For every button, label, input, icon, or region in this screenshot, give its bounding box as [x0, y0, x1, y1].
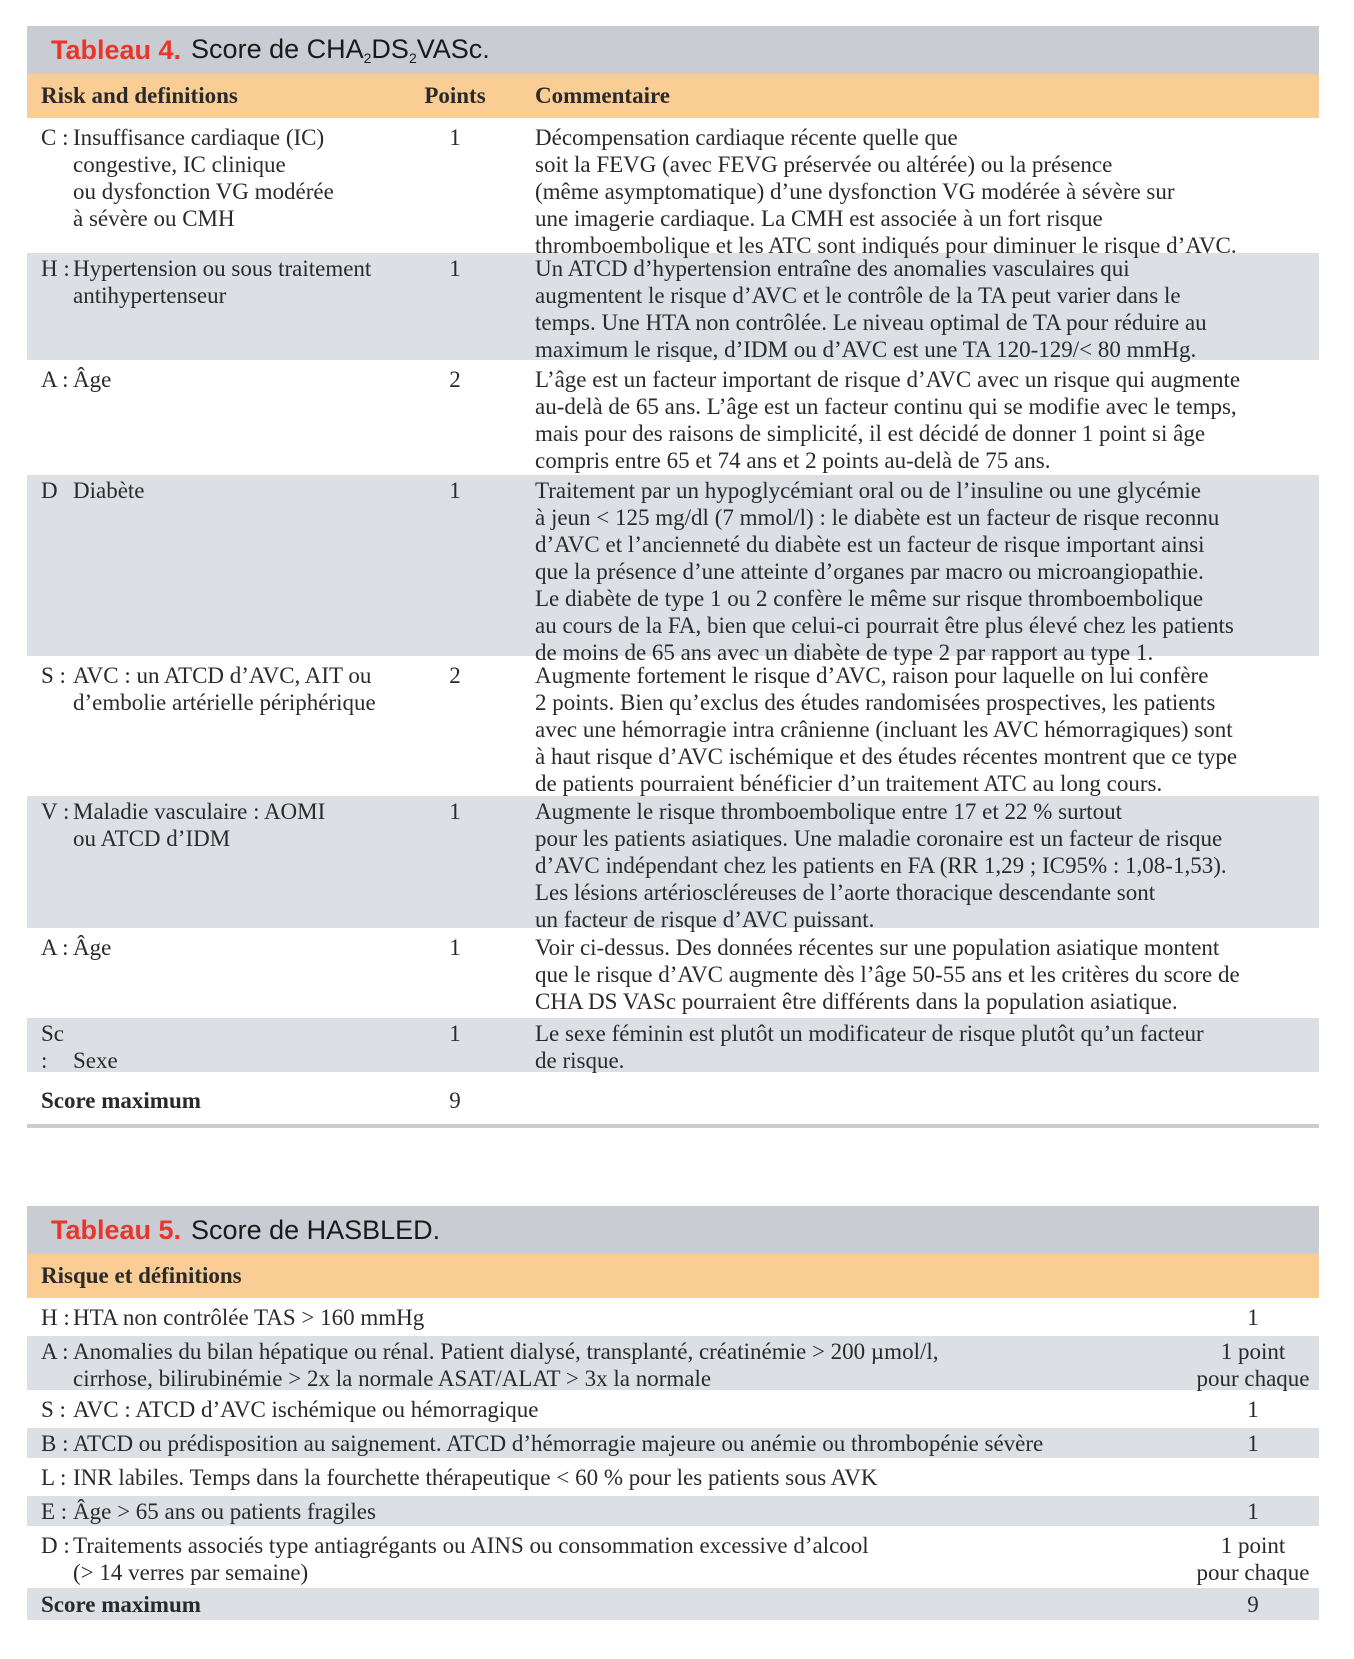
comment-line: pour les patients asiatiques. Une maladie coronaire est un facteur de risque	[535, 826, 1223, 851]
risk-text: Maladie vasculaire : AOMI	[73, 799, 326, 824]
risk-text: HTA non contrôlée TAS > 160 mmHg	[73, 1305, 425, 1330]
comment-line: Le diabète de type 1 ou 2 confère le même sur risque thromboembolique	[535, 586, 1204, 611]
risk-code: H :	[41, 256, 70, 281]
table-row	[27, 1424, 1319, 1458]
table-row	[27, 249, 1319, 360]
comment-cell	[490, 798, 1319, 932]
comment-line: Un ATCD d’hypertension entraîne des anomalies vasculaires qui	[535, 256, 1130, 281]
comment-line: L’âge est un facteur important de risque d’AVC avec un risque qui augmente	[535, 367, 1241, 392]
table-row	[27, 1332, 1319, 1390]
risk-text: d’embolie artérielle périphérique	[73, 690, 376, 715]
total-label: Score maximum	[41, 1087, 201, 1113]
table-5	[27, 1206, 1319, 1620]
header-points: Points	[424, 83, 486, 108]
table-row	[27, 1458, 1319, 1492]
risk-cell	[27, 1498, 1187, 1526]
risk-text: Âge > 65 ans ou patients fragiles	[73, 1499, 376, 1524]
comment-line: Voir ci-dessus. Des données récentes sur une population asiatique montent	[535, 935, 1220, 960]
comment-line: 2 points. Bien qu’exclus des études randomisées prospectives, les patients	[535, 690, 1216, 715]
risk-code: S :	[41, 663, 66, 688]
points-cell: 1	[449, 256, 461, 281]
comment-line: à haut risque d’AVC ischémique et des études récentes montrent que ce type	[535, 744, 1238, 769]
points-cell	[1187, 1464, 1319, 1492]
comment-cell	[490, 124, 1319, 258]
table-row	[27, 471, 1319, 665]
comment-line: Les lésions artérioscléreuses de l’aorte thoracique descendante sont	[535, 880, 1156, 905]
points-cell	[1187, 1304, 1319, 1332]
header-risque: Risque et définitions	[41, 1263, 242, 1288]
risk-code: H :	[41, 1305, 70, 1330]
comment-line: avec une hémorragie intra crânienne (incluant les AVC hémorragiques) sont	[535, 717, 1233, 742]
comment-line: que le risque d’AVC augmente dès l’âge 50-55 ans et les critères du score de	[535, 962, 1240, 987]
comment-line: compris entre 65 et 74 ans et 2 points au-delà de 75 ans.	[535, 448, 1051, 473]
total-points: 9	[1247, 1591, 1259, 1617]
risk-text: ou dysfonction VG modérée	[73, 179, 334, 204]
risk-text: congestive, IC clinique	[73, 152, 286, 177]
comment-line: augmentent le risque d’AVC et le contrôle de la TA peut varier dans le	[535, 283, 1181, 308]
table-5-total-row	[27, 1584, 1319, 1620]
risk-text: ATCD ou prédisposition au saignement. ATCD d’hémorragie majeure ou anémie ou thrombopénie sévère	[73, 1431, 1044, 1456]
risk-cell	[27, 1020, 420, 1072]
table-4-body	[27, 118, 1319, 1072]
comment-cell	[490, 1020, 1319, 1072]
risk-code: D :	[41, 1533, 70, 1558]
points-cell: 1	[449, 125, 461, 150]
points-cell: 1	[449, 478, 461, 503]
risk-text: Diabète	[73, 478, 145, 503]
table-row	[27, 792, 1319, 932]
comment-line: maximum le risque, d’IDM ou d’AVC est une TA 120-129/< 80 mmHg.	[535, 337, 1197, 362]
points-text: 1 point	[1220, 1339, 1286, 1364]
points-text: 1	[1247, 1499, 1259, 1524]
risk-cell	[27, 255, 420, 360]
risk-text: (> 14 verres par semaine)	[73, 1560, 309, 1585]
points-cell: 1	[449, 935, 461, 960]
comment-line: que la présence d’une atteinte d’organes par macro ou microangiopathie.	[535, 559, 1204, 584]
table-row	[27, 360, 1319, 471]
table-row	[27, 1492, 1319, 1526]
risk-text: Traitements associés type antiagrégants ou AINS ou consommation excessive d’alcool	[73, 1533, 869, 1558]
risk-text: Âge	[73, 367, 112, 392]
risk-code: E :	[41, 1499, 68, 1524]
points-text: 1 point	[1220, 1533, 1286, 1558]
comment-line: au-delà de 65 ans. L’âge est un facteur continu qui se modifie avec le temps,	[535, 394, 1237, 419]
points-cell	[1187, 1532, 1319, 1584]
total-points: 9	[449, 1087, 461, 1113]
risk-cell	[27, 1464, 1187, 1492]
table-4-bottom-rule	[27, 1124, 1319, 1128]
points-cell: 1	[449, 799, 461, 824]
comment-line: Décompensation cardiaque récente quelle que	[535, 125, 958, 150]
table-row	[27, 656, 1319, 796]
risk-code: A :	[41, 1339, 69, 1364]
risk-code: B :	[41, 1431, 69, 1456]
risk-cell	[27, 1430, 1187, 1458]
comment-cell	[490, 477, 1319, 665]
header-comment: Commentaire	[535, 83, 670, 108]
points-cell: 2	[449, 367, 461, 392]
risk-text: antihypertenseur	[73, 283, 227, 308]
comment-line: temps. Une HTA non contrôlée. Le niveau optimal de TA pour réduire au	[535, 310, 1207, 335]
comment-line: d’AVC indépendant chez les patients en FA (RR 1,29 ; IC95% : 1,08-1,53).	[535, 853, 1227, 878]
risk-code: L :	[41, 1465, 67, 1490]
comment-line: CHA DS VASc pourraient être différents dans la population asiatique.	[535, 989, 1178, 1014]
risk-text: INR labiles. Temps dans la fourchette thérapeutique < 60 % pour les patients sous AVK	[73, 1465, 878, 1490]
header-risk: Risk and definitions	[41, 83, 238, 108]
table-4-title	[27, 26, 1319, 74]
risk-text: à sévère ou CMH	[73, 206, 235, 231]
table-row	[27, 1526, 1319, 1584]
risk-code: Sc :	[41, 1021, 64, 1073]
comment-cell	[490, 255, 1319, 360]
risk-cell	[27, 124, 420, 249]
comment-line: au cours de la FA, bien que celui-ci pourrait être plus élevé chez les patients	[535, 613, 1234, 638]
comment-line: (même asymptomatique) d’une dysfonction VG modérée à sévère sur	[535, 179, 1175, 204]
risk-text: Insuffisance cardiaque (IC)	[73, 125, 325, 150]
table-row	[27, 118, 1319, 258]
points-cell	[1187, 1498, 1319, 1526]
comment-line: de risque.	[535, 1048, 625, 1073]
risk-text: cirrhose, bilirubinémie > 2x la normale ASAT/ALAT > 3x la normale	[73, 1366, 712, 1391]
comment-line: soit la FEVG (avec FEVG préservée ou altérée) ou la présence	[535, 152, 1113, 177]
table-row	[27, 1390, 1319, 1424]
points-text: pour chaque	[1196, 1560, 1310, 1585]
comment-line: une imagerie cardiaque. La CMH est associée à un fort risque	[535, 206, 1103, 231]
comment-line: de patients pourraient bénéficier d’un traitement ATC au long cours.	[535, 771, 1163, 796]
comment-cell	[490, 934, 1319, 1014]
table-5-title-text: Score de HASBLED.	[191, 1214, 441, 1245]
comment-line: un facteur de risque d’AVC puissant.	[535, 907, 875, 932]
comment-line: Le sexe féminin est plutôt un modificateur de risque plutôt qu’un facteur	[535, 1021, 1204, 1046]
table-row	[27, 1014, 1319, 1072]
table-row	[27, 928, 1319, 1014]
risk-text: Hypertension ou sous traitement	[73, 256, 372, 281]
points-cell: 2	[449, 663, 461, 688]
points-cell	[1187, 1338, 1319, 1390]
risk-code: C :	[41, 125, 69, 150]
risk-code: A :	[41, 935, 69, 960]
risk-cell	[27, 1396, 1187, 1424]
points-cell	[1187, 1430, 1319, 1458]
risk-text: AVC : ATCD d’AVC ischémique ou hémorragique	[73, 1397, 539, 1422]
risk-cell	[27, 662, 420, 792]
comment-line: Augmente fortement le risque d’AVC, raison pour laquelle on lui confère	[535, 663, 1209, 688]
points-text: 1	[1247, 1305, 1259, 1330]
total-label: Score maximum	[41, 1591, 201, 1617]
risk-cell	[27, 477, 420, 656]
risk-code: S :	[41, 1397, 66, 1422]
comment-line: Traitement par un hypoglycémiant oral ou de l’insuline ou une glycémie	[535, 478, 1201, 503]
risk-cell	[27, 1304, 1187, 1332]
table-4-label: Tableau 4.	[51, 34, 182, 65]
comment-cell	[490, 662, 1319, 796]
risk-code: D	[41, 478, 58, 503]
table-row	[27, 1298, 1319, 1332]
points-cell: 1	[449, 1021, 461, 1046]
table-4-header	[27, 74, 1319, 118]
risk-cell	[27, 934, 420, 1014]
risk-code: A :	[41, 367, 69, 392]
table-4-title-text: Score de $CHA_2DS_2VASc$.	[191, 34, 490, 66]
comment-line: de moins de 65 ans avec un diabète de type 2 par rapport au type 1.	[535, 640, 1154, 665]
comment-line: Augmente le risque thromboembolique entre 17 et 22 % surtout	[535, 799, 1123, 824]
risk-text: ou ATCD d’IDM	[73, 826, 231, 851]
points-cell	[1187, 1396, 1319, 1424]
points-text: pour chaque	[1196, 1366, 1310, 1391]
table-5-header	[27, 1254, 1319, 1298]
risk-cell	[27, 798, 420, 928]
comment-line: thromboembolique et les ATC sont indiqués pour diminuer le risque d’AVC.	[535, 233, 1237, 258]
points-text: 1	[1247, 1431, 1259, 1456]
table-5-body	[27, 1298, 1319, 1584]
risk-text: Anomalies du bilan hépatique ou rénal. Patient dialysé, transplanté, créatinémie > 200 µmol/l,	[73, 1339, 939, 1364]
table-5-title	[27, 1206, 1319, 1254]
risk-cell	[27, 1338, 1187, 1390]
risk-code: V :	[41, 799, 70, 824]
table-4-total-row	[27, 1072, 1319, 1124]
table-4	[27, 26, 1319, 1128]
risk-text: AVC : un ATCD d’AVC, AIT ou	[73, 663, 372, 688]
risk-cell	[27, 1532, 1187, 1584]
comment-line: à jeun < 125 mg/dl (7 mmol/l) : le diabète est un facteur de risque reconnu	[535, 505, 1220, 530]
risk-cell	[27, 366, 420, 471]
comment-cell	[490, 366, 1319, 471]
comment-line: mais pour des raisons de simplicité, il est décidé de donner 1 point si âge	[535, 421, 1206, 446]
risk-text: Âge	[73, 935, 112, 960]
table-5-label: Tableau 5.	[51, 1214, 182, 1245]
comment-line: d’AVC et l’ancienneté du diabète est un facteur de risque important ainsi	[535, 532, 1205, 557]
risk-text: Sexe	[73, 1048, 118, 1073]
points-text: 1	[1247, 1397, 1259, 1422]
